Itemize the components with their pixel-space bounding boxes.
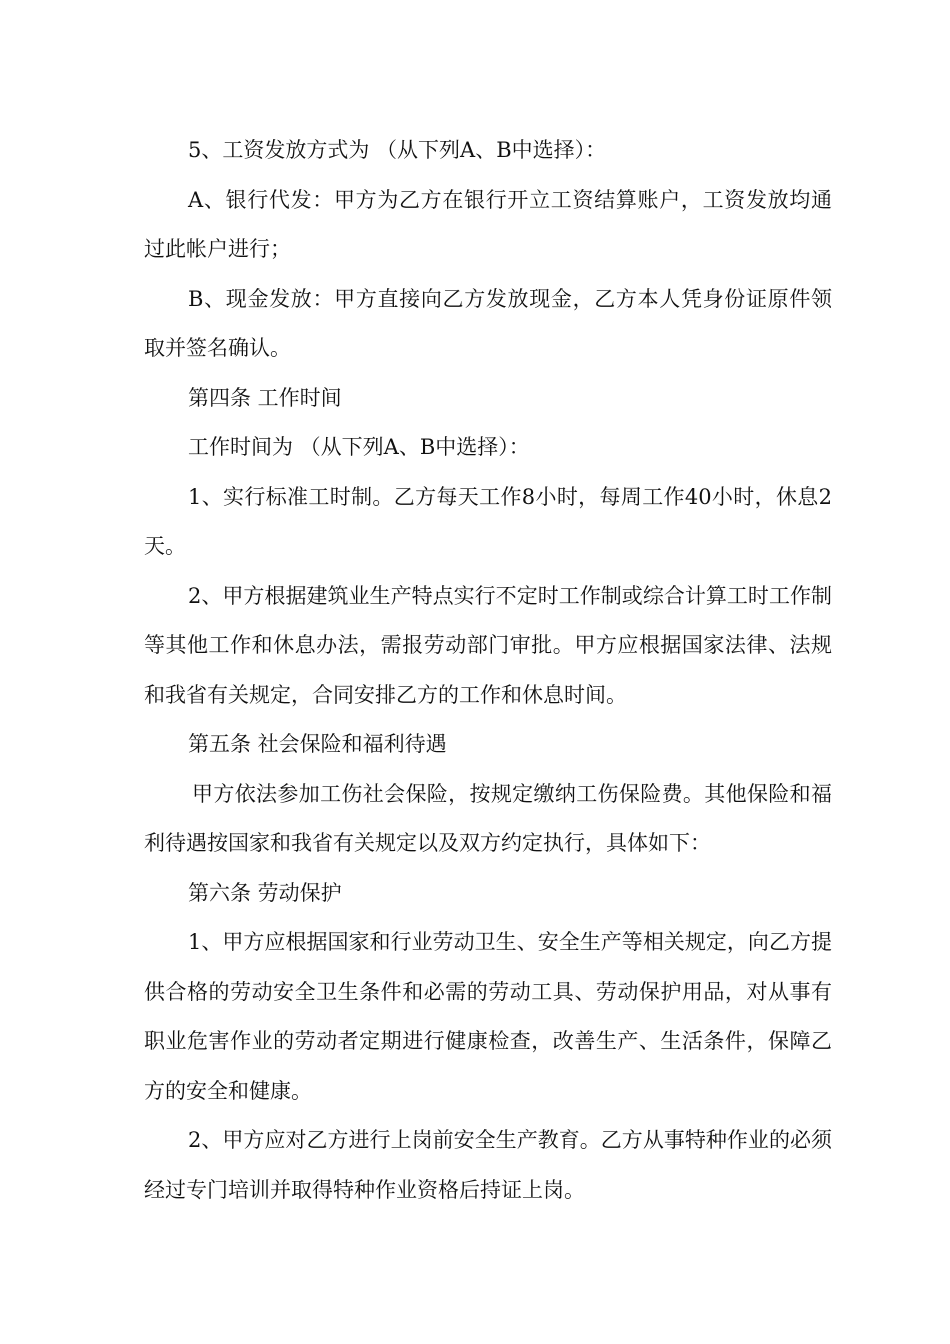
paragraph-option-b-cash: B、现金发放：甲方直接向乙方发放现金，乙方本人凭身份证原件领取并签名确认。 bbox=[144, 286, 832, 360]
heading-article-5: 第五条 社会保险和福利待遇 bbox=[188, 732, 447, 756]
paragraph-labor-protection-2: 2、甲方应对乙方进行上岗前安全生产教育。乙方从事特种作业的必须经过专门培训并取得特种作业资格后持证上岗。 bbox=[144, 1128, 832, 1202]
paragraph-social-insurance: 甲方依法参加工伤社会保险，按规定缴纳工伤保险费。其他保险和福利待遇按国家和我省有关规定以及双方约定执行，具体如下： bbox=[144, 781, 832, 855]
heading-article-4: 第四条 工作时间 bbox=[188, 385, 342, 410]
paragraph-wage-payment-method: 5、工资发放方式为 （从下列A、B中选择）： bbox=[188, 138, 607, 162]
paragraph-option-a-bank: A、银行代发：甲方为乙方在银行开立工资结算账户，工资发放均通过此帐户进行； bbox=[144, 187, 832, 261]
paragraph-flexible-hours: 2、甲方根据建筑业生产特点实行不定时工作制或综合计算工时工作制等其他工作和休息办法，需报劳动部门审批。甲方应根据国家法律、法规和我省有关规定，合同安排乙方的工作和休息时间。 bbox=[144, 583, 832, 707]
paragraph-working-hours-choice: 工作时间为 （从下列A、B中选择）： bbox=[188, 435, 530, 459]
paragraph-standard-hours: 1、实行标准工时制。乙方每天工作8小时，每周工作40小时，休息2天。 bbox=[144, 484, 832, 558]
document-body bbox=[144, 126, 832, 1215]
paragraph-labor-protection-1: 1、甲方应根据国家和行业劳动卫生、安全生产等相关规定，向乙方提供合格的劳动安全卫生条件和必需的劳动工具、劳动保护用品，对从事有职业危害作业的劳动者定期进行健康检查，改善生产、生活条件，保障乙方的安全和健康。 bbox=[144, 930, 832, 1103]
heading-article-6: 第六条 劳动保护 bbox=[188, 880, 342, 905]
